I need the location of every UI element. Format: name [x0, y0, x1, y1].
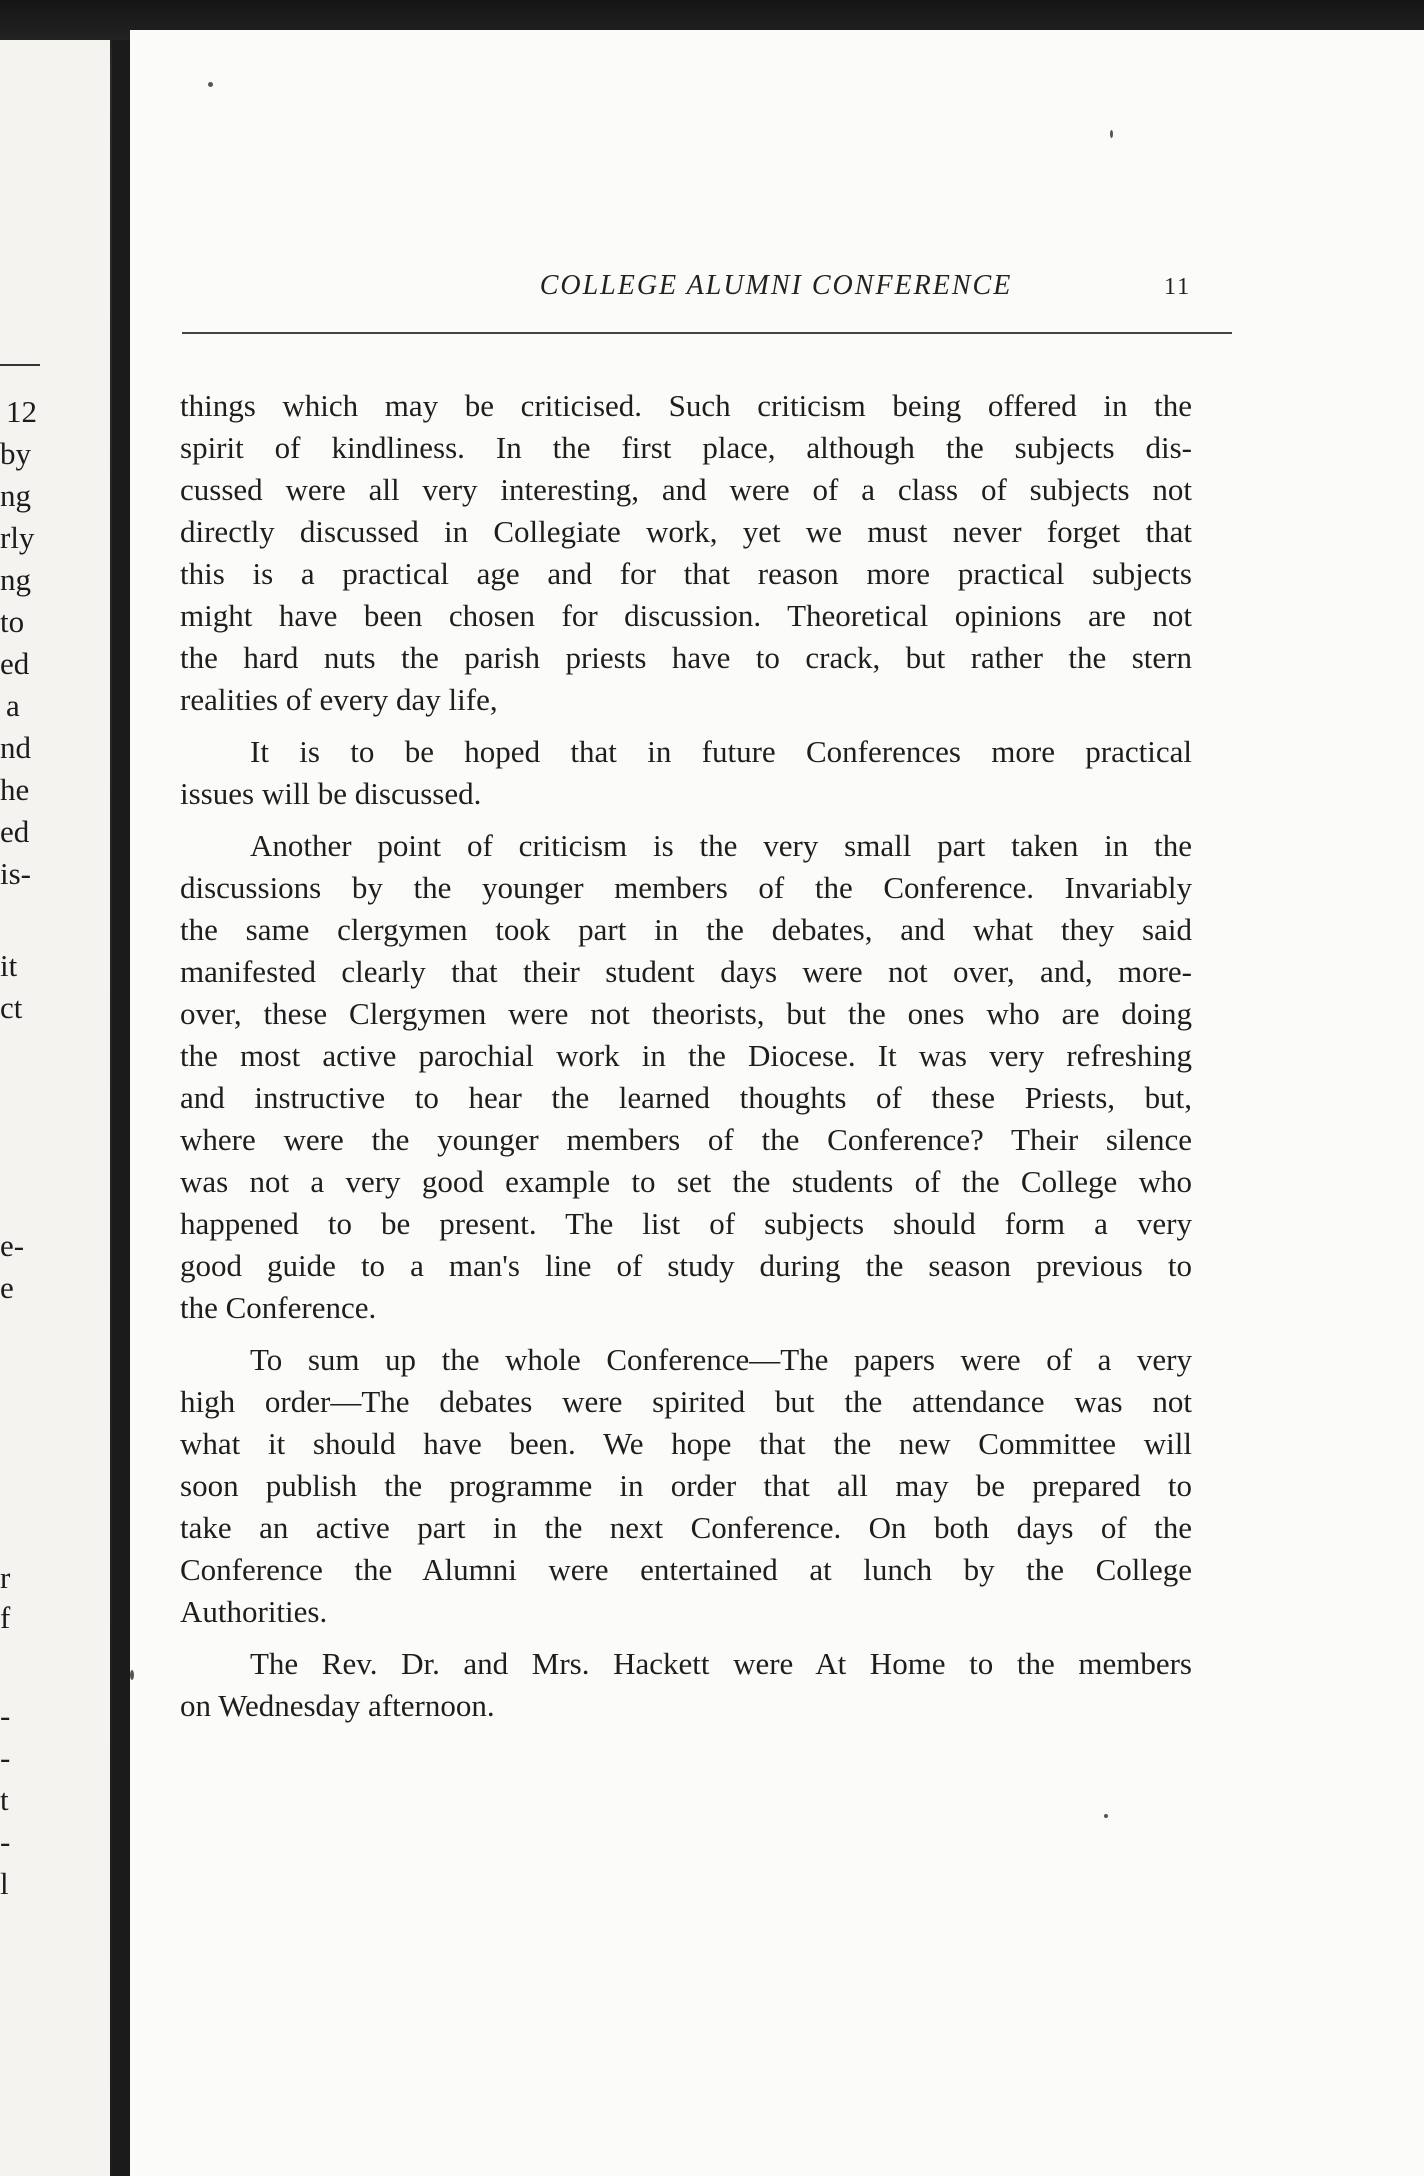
facing-page-fragment: r: [0, 1560, 11, 1595]
facing-page-rule: [0, 364, 40, 366]
facing-page-fragment: e-: [0, 1228, 25, 1263]
text-line: realities of every day life,: [180, 682, 498, 717]
paragraph: [180, 385, 1192, 721]
facing-page-fragment: to: [0, 604, 25, 639]
scan-speck: [130, 1670, 134, 1680]
text-line: on Wednesday afternoon.: [180, 1688, 495, 1723]
facing-page-fragment: rly: [0, 520, 35, 555]
text-line: might have been chosen for discussion. Theoretical opinions are not: [180, 598, 1192, 633]
text-line: good guide to a man's line of study during the season previous to: [180, 1248, 1192, 1283]
text-line: high order—The debates were spirited but the attendance was not: [180, 1384, 1192, 1419]
facing-page-fragment: ed: [0, 814, 30, 849]
text-line: To sum up the whole Conference—The papers were of a very: [250, 1342, 1192, 1377]
scan-speck: [1104, 1814, 1108, 1818]
paragraph: [180, 825, 1192, 1329]
facing-page-fragment: e: [0, 1270, 14, 1305]
facing-page-fragment: by: [0, 436, 31, 471]
facing-page-fragment: -: [0, 1698, 11, 1733]
text-line: soon publish the programme in order that all may be prepared to: [180, 1468, 1192, 1503]
text-line: was not a very good example to set the students of the College who: [180, 1164, 1192, 1199]
facing-page-fragment: it: [0, 948, 18, 983]
facing-page-fragment: a: [6, 688, 20, 723]
facing-page-fragment: ng: [0, 478, 31, 513]
text-line: It is to be hoped that in future Conferences more practical: [250, 734, 1192, 769]
paragraph: [180, 731, 1192, 815]
text-line: manifested clearly that their student days were not over, and, more-: [180, 954, 1192, 989]
text-line: the Conference.: [180, 1290, 377, 1325]
text-line: this is a practical age and for that reason more practical subjects: [180, 556, 1192, 591]
facing-page-left: [0, 40, 110, 2176]
facing-page-fragment: t: [0, 1782, 9, 1817]
running-title: COLLEGE ALUMNI CONFERENCE: [539, 270, 1013, 301]
scan-speck: [208, 82, 213, 87]
text-line: spirit of kindliness. In the first place, although the subjects dis-: [180, 430, 1192, 465]
body-text: [180, 385, 1192, 1727]
text-line: Another point of criticism is the very small part taken in the: [250, 828, 1192, 863]
page-number: 11: [1164, 274, 1192, 300]
text-line: take an active part in the next Conference. On both days of the: [180, 1510, 1192, 1545]
text-line: happened to be present. The list of subjects should form a very: [180, 1206, 1192, 1241]
text-line: cussed were all very interesting, and were of a class of subjects not: [180, 472, 1192, 507]
text-line: directly discussed in Collegiate work, yet we must never forget that: [180, 514, 1192, 549]
running-header: [130, 270, 1230, 302]
facing-page-fragment: f: [0, 1600, 11, 1635]
book-spine: [112, 40, 130, 2176]
text-line: discussions by the younger members of the Conference. Invariably: [180, 870, 1192, 905]
text-line: and instructive to hear the learned thoughts of these Priests, but,: [180, 1080, 1192, 1115]
facing-page-fragment: l: [0, 1866, 9, 1901]
text-line: where were the younger members of the Conference? Their silence: [180, 1122, 1192, 1157]
paragraph: [180, 1643, 1192, 1727]
text-line: issues will be discussed.: [180, 776, 482, 811]
scan-speck: [1110, 130, 1113, 138]
book-page: [130, 30, 1424, 2176]
facing-page-fragment: nd: [0, 730, 31, 765]
facing-page-fragment: -: [0, 1740, 11, 1775]
facing-page-fragment: 12: [6, 394, 37, 429]
facing-page-fragment: ng: [0, 562, 31, 597]
text-line: the hard nuts the parish priests have to crack, but rather the stern: [180, 640, 1192, 675]
text-line: The Rev. Dr. and Mrs. Hackett were At Home to the members: [250, 1646, 1192, 1681]
text-line: things which may be criticised. Such criticism being offered in the: [180, 388, 1192, 423]
header-rule: [182, 332, 1232, 334]
text-line: over, these Clergymen were not theorists, but the ones who are doing: [180, 996, 1192, 1031]
paragraph: [180, 1339, 1192, 1633]
text-line: Conference the Alumni were entertained at lunch by the College: [180, 1552, 1192, 1587]
facing-page-fragment: ct: [0, 990, 23, 1025]
text-line: the same clergymen took part in the debates, and what they said: [180, 912, 1192, 947]
facing-page-fragment: ed: [0, 646, 30, 681]
facing-page-fragment: is-: [0, 856, 31, 891]
text-line: the most active parochial work in the Diocese. It was very refreshing: [180, 1038, 1192, 1073]
text-line: what it should have been. We hope that the new Committee will: [180, 1426, 1192, 1461]
facing-page-fragment: -: [0, 1824, 11, 1859]
text-line: Authorities.: [180, 1594, 328, 1629]
facing-page-fragment: he: [0, 772, 30, 807]
